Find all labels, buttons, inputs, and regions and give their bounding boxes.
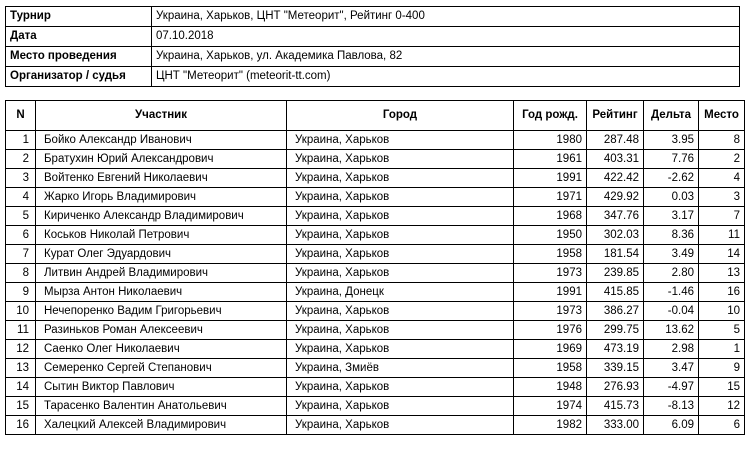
cell-delta: 3.17 — [644, 207, 699, 226]
cell-number: 15 — [6, 397, 36, 416]
cell-number: 9 — [6, 283, 36, 302]
cell-rating: 415.73 — [587, 397, 644, 416]
cell-number: 13 — [6, 359, 36, 378]
table-row — [6, 302, 745, 321]
cell-delta: 3.49 — [644, 245, 699, 264]
table-row — [6, 245, 745, 264]
column-header-delta: Дельта — [644, 101, 699, 131]
cell-birth-year: 1973 — [514, 264, 587, 283]
cell-city: Украина, Харьков — [287, 226, 514, 245]
cell-birth-year: 1974 — [514, 397, 587, 416]
cell-delta: -8.13 — [644, 397, 699, 416]
cell-birth-year: 1958 — [514, 359, 587, 378]
cell-city: Украина, Харьков — [287, 321, 514, 340]
cell-place: 9 — [699, 359, 745, 378]
cell-delta: 3.95 — [644, 131, 699, 150]
cell-city: Украина, Харьков — [287, 264, 514, 283]
cell-rating: 276.93 — [587, 378, 644, 397]
cell-rating: 302.03 — [587, 226, 644, 245]
cell-city: Украина, Харьков — [287, 397, 514, 416]
cell-number: 2 — [6, 150, 36, 169]
cell-number: 6 — [6, 226, 36, 245]
cell-participant: Семеренко Сергей Степанович — [36, 359, 287, 378]
table-row — [6, 169, 745, 188]
cell-number: 16 — [6, 416, 36, 435]
results-table — [5, 100, 745, 435]
cell-participant: Кириченко Александр Владимирович — [36, 207, 287, 226]
cell-number: 7 — [6, 245, 36, 264]
cell-delta: -0.04 — [644, 302, 699, 321]
cell-place: 1 — [699, 340, 745, 359]
info-value: Украина, Харьков, ул. Академика Павлова, 82 — [152, 47, 740, 67]
cell-delta: 6.09 — [644, 416, 699, 435]
cell-delta: 8.36 — [644, 226, 699, 245]
cell-rating: 287.48 — [587, 131, 644, 150]
cell-number: 4 — [6, 188, 36, 207]
cell-number: 3 — [6, 169, 36, 188]
cell-birth-year: 1961 — [514, 150, 587, 169]
table-row — [6, 321, 745, 340]
cell-rating: 339.15 — [587, 359, 644, 378]
column-header-n: N — [6, 101, 36, 131]
table-row — [6, 226, 745, 245]
cell-birth-year: 1976 — [514, 321, 587, 340]
cell-number: 8 — [6, 264, 36, 283]
cell-participant: Бойко Александр Иванович — [36, 131, 287, 150]
cell-birth-year: 1982 — [514, 416, 587, 435]
info-value: 07.10.2018 — [152, 27, 740, 47]
cell-rating: 239.85 — [587, 264, 644, 283]
cell-place: 5 — [699, 321, 745, 340]
cell-participant: Мырза Антон Николаевич — [36, 283, 287, 302]
cell-birth-year: 1991 — [514, 283, 587, 302]
cell-delta: -2.62 — [644, 169, 699, 188]
results-header-row — [6, 101, 745, 131]
cell-place: 8 — [699, 131, 745, 150]
results-body — [6, 131, 745, 435]
info-key: Место проведения — [6, 47, 152, 67]
cell-city: Украина, Харьков — [287, 207, 514, 226]
cell-participant: Нечепоренко Вадим Григорьевич — [36, 302, 287, 321]
cell-city: Украина, Харьков — [287, 188, 514, 207]
info-key: Организатор / судья — [6, 67, 152, 87]
cell-rating: 181.54 — [587, 245, 644, 264]
cell-place: 7 — [699, 207, 745, 226]
cell-rating: 473.19 — [587, 340, 644, 359]
table-row — [6, 264, 745, 283]
info-row-tournament — [6, 7, 740, 27]
table-row — [6, 207, 745, 226]
cell-place: 4 — [699, 169, 745, 188]
cell-birth-year: 1968 — [514, 207, 587, 226]
cell-delta: 7.76 — [644, 150, 699, 169]
cell-city: Украина, Харьков — [287, 169, 514, 188]
cell-place: 6 — [699, 416, 745, 435]
cell-participant: Сытин Виктор Павлович — [36, 378, 287, 397]
cell-birth-year: 1991 — [514, 169, 587, 188]
table-row — [6, 416, 745, 435]
cell-birth-year: 1948 — [514, 378, 587, 397]
cell-delta: 2.98 — [644, 340, 699, 359]
cell-place: 14 — [699, 245, 745, 264]
cell-place: 13 — [699, 264, 745, 283]
column-header-rating: Рейтинг — [587, 101, 644, 131]
cell-number: 11 — [6, 321, 36, 340]
tournament-info-table — [5, 6, 740, 87]
column-header-birth-year: Год рожд. — [514, 101, 587, 131]
cell-participant: Халецкий Алексей Владимирович — [36, 416, 287, 435]
cell-birth-year: 1958 — [514, 245, 587, 264]
cell-place: 15 — [699, 378, 745, 397]
cell-city: Украина, Харьков — [287, 131, 514, 150]
table-row — [6, 359, 745, 378]
cell-delta: 3.47 — [644, 359, 699, 378]
cell-rating: 299.75 — [587, 321, 644, 340]
info-value: ЦНТ "Метеорит" (meteorit-tt.com) — [152, 67, 740, 87]
cell-participant: Саенко Олег Николаевич — [36, 340, 287, 359]
cell-rating: 347.76 — [587, 207, 644, 226]
cell-place: 10 — [699, 302, 745, 321]
table-row — [6, 340, 745, 359]
cell-number: 5 — [6, 207, 36, 226]
info-key: Турнир — [6, 7, 152, 27]
cell-number: 10 — [6, 302, 36, 321]
cell-birth-year: 1971 — [514, 188, 587, 207]
cell-rating: 422.42 — [587, 169, 644, 188]
cell-rating: 403.31 — [587, 150, 644, 169]
cell-rating: 386.27 — [587, 302, 644, 321]
cell-city: Украина, Харьков — [287, 245, 514, 264]
info-row-venue — [6, 47, 740, 67]
cell-delta: 2.80 — [644, 264, 699, 283]
cell-rating: 333.00 — [587, 416, 644, 435]
cell-city: Украина, Харьков — [287, 378, 514, 397]
info-value: Украина, Харьков, ЦНТ "Метеорит", Рейтинг 0-400 — [152, 7, 740, 27]
table-row — [6, 397, 745, 416]
cell-participant: Жарко Игорь Владимирович — [36, 188, 287, 207]
info-key: Дата — [6, 27, 152, 47]
cell-number: 14 — [6, 378, 36, 397]
cell-rating: 429.92 — [587, 188, 644, 207]
table-row — [6, 131, 745, 150]
cell-participant: Литвин Андрей Владимирович — [36, 264, 287, 283]
cell-number: 12 — [6, 340, 36, 359]
cell-birth-year: 1973 — [514, 302, 587, 321]
cell-place: 12 — [699, 397, 745, 416]
cell-participant: Тарасенко Валентин Анатольевич — [36, 397, 287, 416]
cell-delta: 0.03 — [644, 188, 699, 207]
cell-delta: 13.62 — [644, 321, 699, 340]
column-header-city: Город — [287, 101, 514, 131]
cell-city: Украина, Донецк — [287, 283, 514, 302]
column-header-participant: Участник — [36, 101, 287, 131]
cell-delta: -1.46 — [644, 283, 699, 302]
cell-place: 11 — [699, 226, 745, 245]
info-row-date — [6, 27, 740, 47]
table-row — [6, 150, 745, 169]
cell-city: Украина, Змиёв — [287, 359, 514, 378]
cell-participant: Братухин Юрий Александрович — [36, 150, 287, 169]
cell-delta: -4.97 — [644, 378, 699, 397]
info-row-organizer — [6, 67, 740, 87]
cell-city: Украина, Харьков — [287, 302, 514, 321]
cell-city: Украина, Харьков — [287, 416, 514, 435]
cell-city: Украина, Харьков — [287, 150, 514, 169]
cell-birth-year: 1950 — [514, 226, 587, 245]
cell-participant: Войтенко Евгений Николаевич — [36, 169, 287, 188]
table-row — [6, 283, 745, 302]
cell-rating: 415.85 — [587, 283, 644, 302]
cell-place: 16 — [699, 283, 745, 302]
cell-birth-year: 1969 — [514, 340, 587, 359]
cell-birth-year: 1980 — [514, 131, 587, 150]
cell-place: 2 — [699, 150, 745, 169]
cell-participant: Курат Олег Эдуардович — [36, 245, 287, 264]
table-row — [6, 378, 745, 397]
cell-participant: Коськов Николай Петрович — [36, 226, 287, 245]
column-header-place: Место — [699, 101, 745, 131]
cell-number: 1 — [6, 131, 36, 150]
cell-city: Украина, Харьков — [287, 340, 514, 359]
table-row — [6, 188, 745, 207]
cell-place: 3 — [699, 188, 745, 207]
cell-participant: Разиньков Роман Алексеевич — [36, 321, 287, 340]
